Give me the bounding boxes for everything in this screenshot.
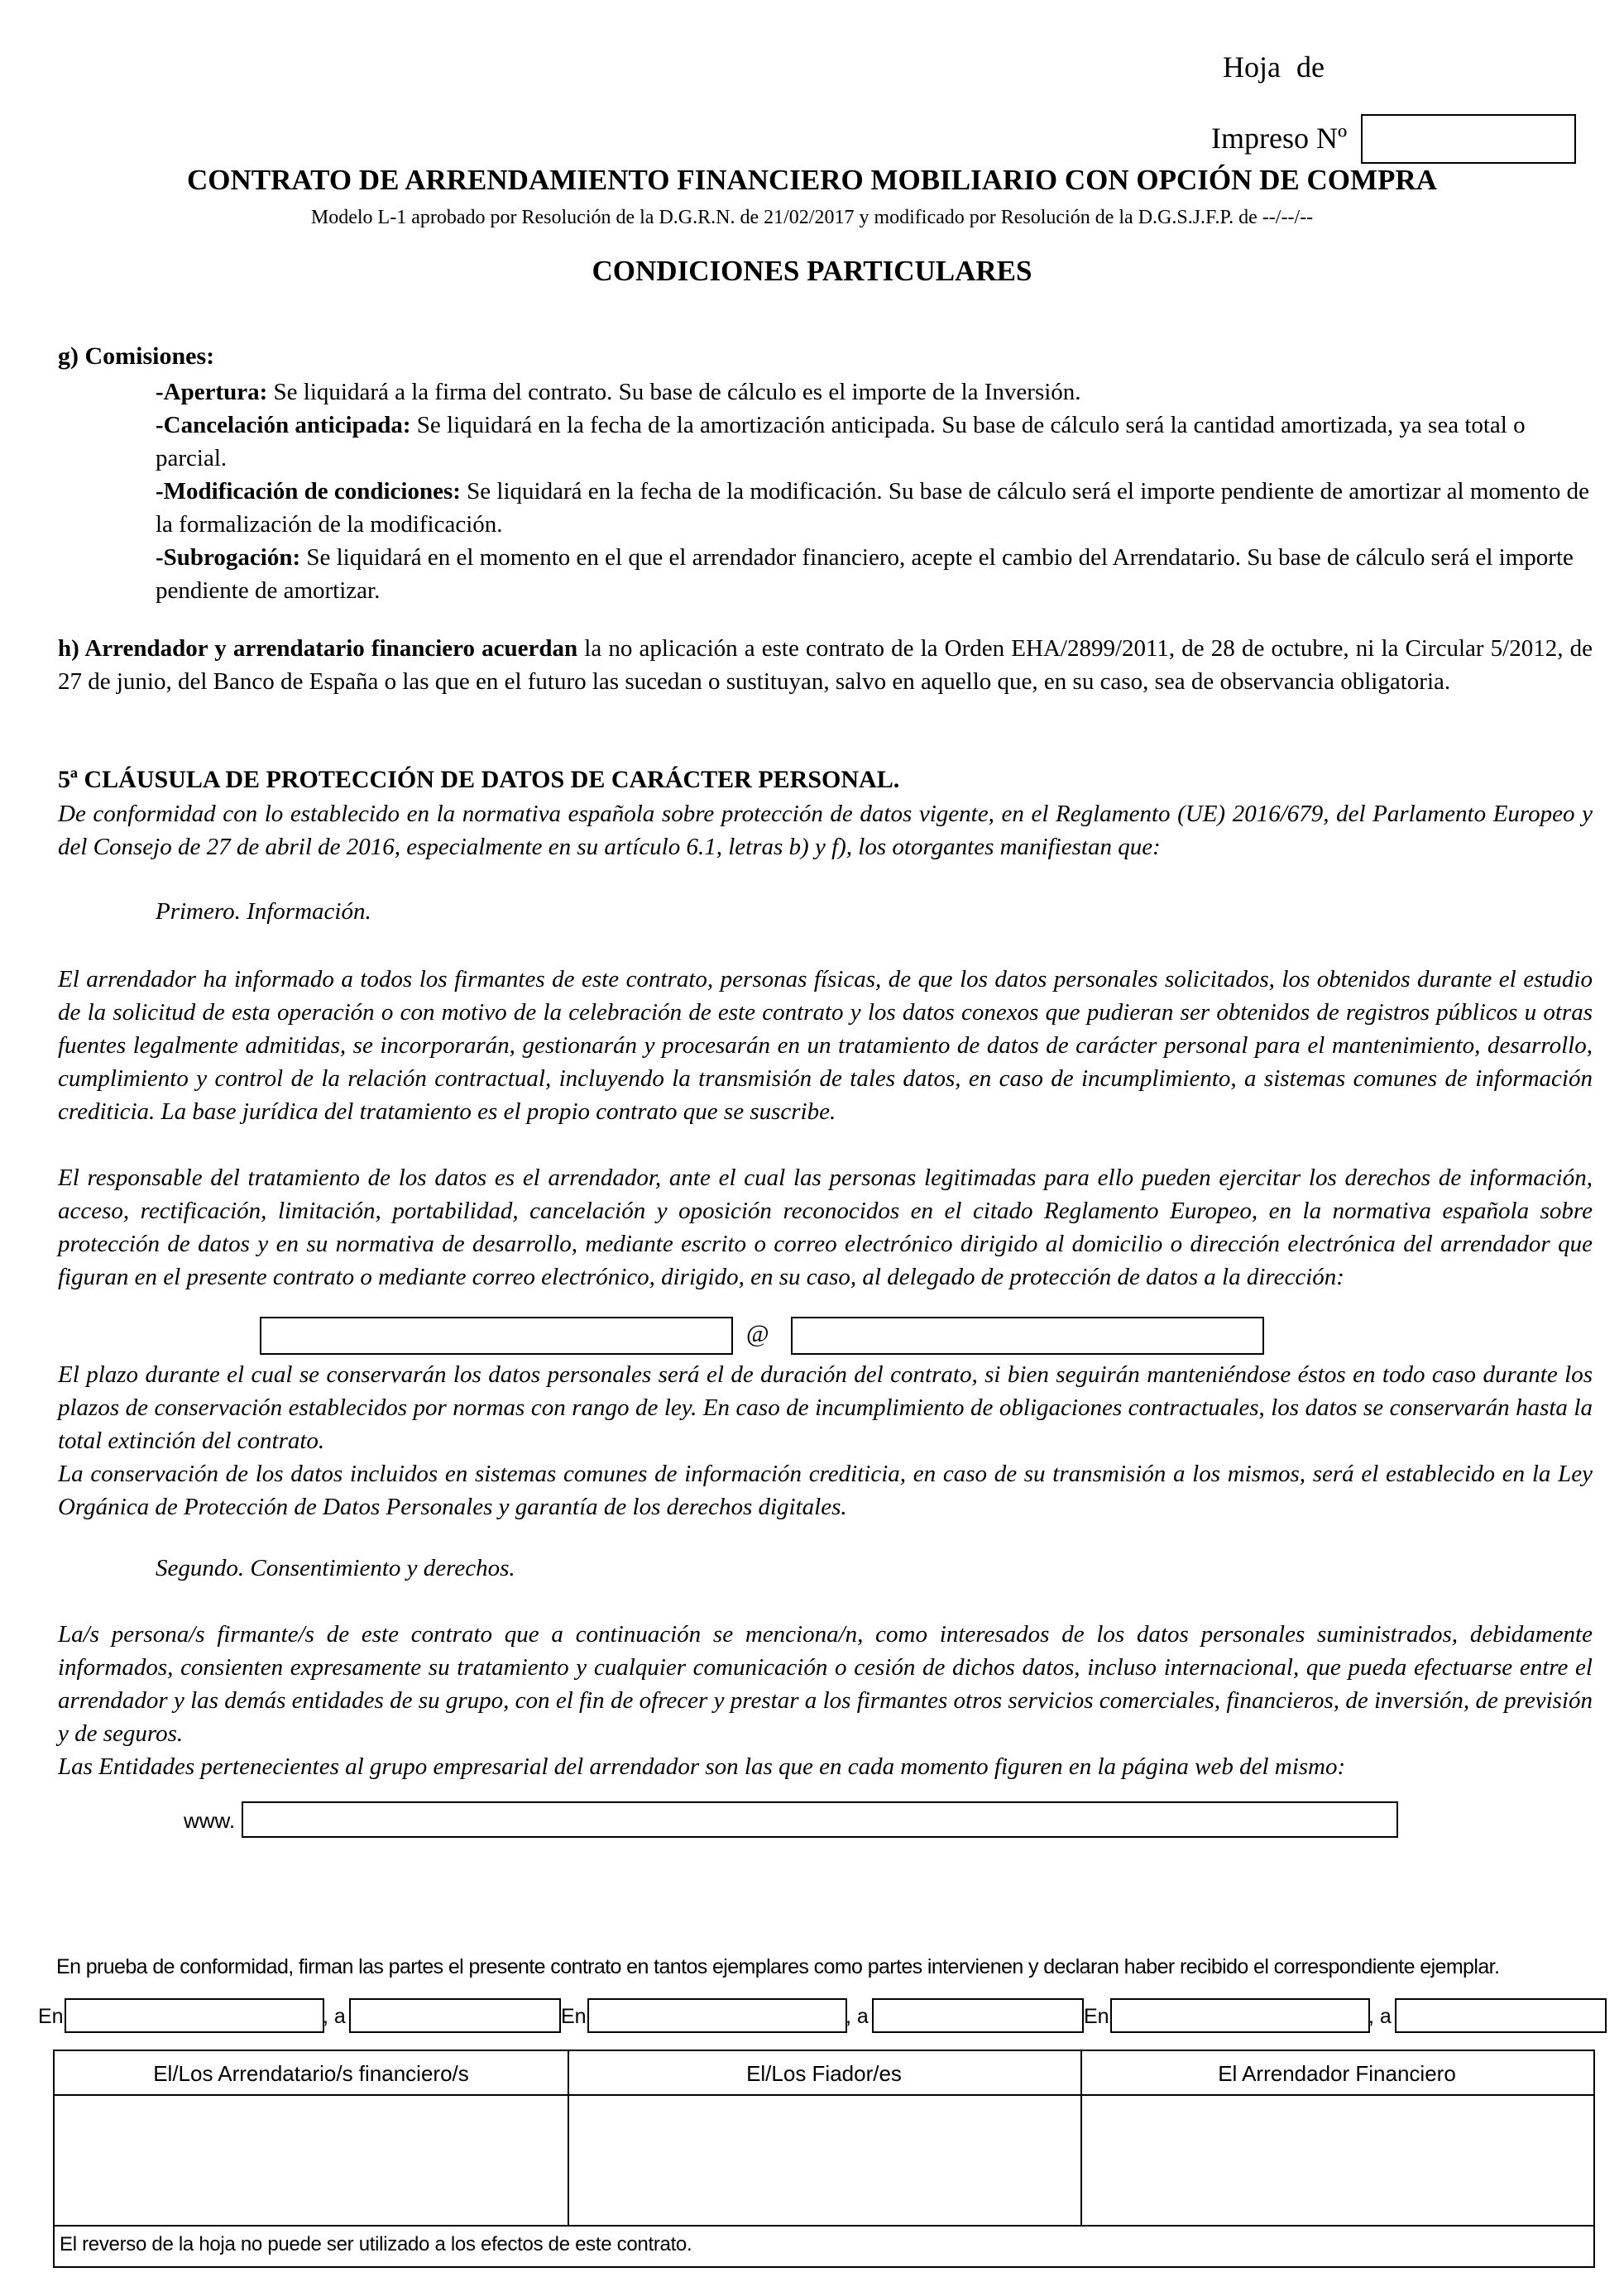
place-field-lessor[interactable] bbox=[1110, 1998, 1370, 2033]
commission-modificacion bbox=[156, 475, 1593, 541]
www-label: www. bbox=[184, 1808, 236, 1833]
signature-table bbox=[53, 2050, 1595, 2268]
signature-area-lessee[interactable] bbox=[56, 2096, 566, 2223]
form-number-label: Impreso Nº bbox=[1211, 122, 1348, 155]
sheet-of-word: de bbox=[1296, 50, 1325, 84]
clause5-para-information: El arrendador ha informado a todos los firmantes de este contrato, personas físicas, de que los datos personales solicitados, los obtenidos durante el estudio de la solicitud de esta operación o con motivo de la celebración de este contrato y los datos conexos que pudieran ser obtenidos de registros públicos u otras fuentes legalmente admitidas, se incorporarán, gestionarán y procesarán en un tratamiento de datos de carácter personal para el mantenimiento, desarrollo, cumplimiento y control de la relación contractual, incluyendo la transmisión de tales datos, en caso de incumplimiento, a sistemas comunes de información crediticia. La base jurídica del tratamiento es el propio contrato que se suscribe. bbox=[58, 966, 1593, 1125]
commissions-heading: g) Comisiones: bbox=[58, 342, 215, 370]
signature-area-guarantor[interactable] bbox=[569, 2096, 1079, 2223]
clause5-para-credit-info: La conservación de los datos incluidos en sistemas comunes de información crediticia, en caso de su transmisión a los mismos, será el establecido en la Ley Orgánica de Protección de Datos Personales y garantía de los derechos digitales. bbox=[58, 1461, 1593, 1520]
model-note: Modelo L-1 aprobado por Resolución de la D.G.R.N. de 21/02/2017 y modificado por Resolución de la D.G.S.J.F.P. de --/--/-- bbox=[310, 207, 1314, 228]
commission-term: -Modificación de condiciones: bbox=[156, 478, 461, 505]
footer-row-divider bbox=[55, 2225, 1593, 2227]
conformity-statement: En prueba de conformidad, firman las partes el presente contrato en tantos ejemplares como partes intervienen y declaran haber recibido el correspondiente ejemplar. bbox=[56, 1955, 1500, 1978]
date-field-guarantor[interactable] bbox=[872, 1998, 1084, 2033]
commission-text: Se liquidará a la firma del contrato. Su base de cálculo es el importe de la Inversión. bbox=[267, 379, 1081, 405]
commission-text: Se liquidará en la fecha de la modificación. Su base de cálculo será el importe pendiente de amortizar al momento de la formalización de la modificación. bbox=[156, 478, 1589, 538]
place-label: En bbox=[561, 2005, 587, 2028]
place-label: En bbox=[38, 2005, 64, 2028]
sheet-word: Hoja bbox=[1223, 50, 1281, 84]
clause5-para-group-entities: Las Entidades pertenecientes al grupo empresarial del arrendador son las que en cada momento figuren en la página web del mismo: bbox=[58, 1753, 1346, 1780]
column-header-lessee: El/Los Arrendatario/s financiero/s bbox=[153, 2061, 469, 2086]
commission-apertura bbox=[156, 375, 1593, 409]
dpo-email-user-field[interactable] bbox=[260, 1317, 733, 1355]
clause5-intro: De conformidad con lo establecido en la normativa española sobre protección de datos vigente, en el Reglamento (UE) 2016/679, del Parlamento Europeo y del Consejo de 27 de abril de 2016, especialmente en su artículo 6.1, letras b) y f), los otorgantes manifiestan que: bbox=[58, 801, 1593, 860]
clause5-para-retention: El plazo durante el cual se conservarán los datos personales será el de duración del contrato, si bien seguirán manteniéndose éstos en todo caso durante los plazos de conservación establecidos por normas con rango de ley. En caso de incumplimiento de obligaciones contractuales, los datos se conservarán hasta la total extinción del contrato. bbox=[58, 1361, 1593, 1454]
signature-area-lessor[interactable] bbox=[1082, 2096, 1592, 2223]
place-label: En bbox=[1084, 2005, 1109, 2028]
clause5-para-responsible: El responsable del tratamiento de los datos es el arrendador, ante el cual las personas legitimadas para ello pueden ejercitar los derechos de información, acceso, rectificación, limitación, portabilidad, cancelación y oposición reconocidos en el citado Reglamento Europeo, en la normativa española sobre protección de datos y en su normativa de desarrollo, mediante escrito o correo electrónico dirigido al domicilio o dirección electrónica del arrendador que figuran en el presente contrato o mediante correo electrónico, dirigido, en su caso, al delegado de protección de datos a la dirección: bbox=[58, 1165, 1593, 1290]
sheet-label bbox=[1223, 50, 1325, 84]
footer-note: El reverso de la hoja no puede ser utilizado a los efectos de este contrato. bbox=[60, 2233, 692, 2255]
commission-subrogacion bbox=[156, 541, 1593, 607]
dpo-email-domain-field[interactable] bbox=[791, 1317, 1264, 1355]
form-number-field[interactable] bbox=[1361, 114, 1576, 164]
commission-cancelacion bbox=[156, 409, 1593, 475]
clause-h-text: la no aplicación a este contrato de la Orden EHA/2899/2011, de 28 de octubre, ni la Circular 5/2012, de 27 de junio, del Banco de España o las que en el futuro las sucedan o sustituyan, salvo en aquello que, en su caso, sea de observancia obligatoria. bbox=[58, 635, 1593, 695]
place-field-lessee[interactable] bbox=[65, 1998, 324, 2033]
date-label: , a bbox=[323, 2005, 346, 2028]
date-label: , a bbox=[1368, 2005, 1392, 2028]
date-field-lessee[interactable] bbox=[349, 1998, 561, 2033]
clause-h bbox=[58, 632, 1593, 698]
first-heading: Primero. Información. bbox=[156, 898, 371, 925]
commission-text: Se liquidará en el momento en el que el arrendador financiero, acepte el cambio del Arrendatario. Su base de cálculo será el importe pendiente de amortizar. bbox=[156, 544, 1574, 604]
commission-term: -Cancelación anticipada: bbox=[156, 412, 411, 438]
commission-term: -Apertura: bbox=[156, 379, 268, 405]
document-title: CONTRATO DE ARRENDAMIENTO FINANCIERO MOBILIARIO CON OPCIÓN DE COMPRA bbox=[187, 164, 1437, 196]
place-field-guarantor[interactable] bbox=[587, 1998, 847, 2033]
second-heading: Segundo. Consentimiento y derechos. bbox=[156, 1555, 515, 1581]
column-header-guarantor: El/Los Fiador/es bbox=[746, 2061, 902, 2086]
commission-text: Se liquidará en la fecha de la amortización anticipada. Su base de cálculo será la cantidad amortizada, ya sea total o parcial. bbox=[156, 412, 1526, 471]
website-field[interactable] bbox=[242, 1801, 1398, 1838]
date-field-lessor[interactable] bbox=[1395, 1998, 1607, 2033]
date-label: , a bbox=[846, 2005, 869, 2028]
column-header-lessor: El Arrendador Financiero bbox=[1218, 2061, 1456, 2086]
commission-term: -Subrogación: bbox=[156, 544, 301, 571]
clause5-para-consent: La/s persona/s firmante/s de este contrato que a continuación se menciona/n, como interesados de los datos personales suministrados, debidamente informados, consienten expresamente su tratamiento y cualquier comunicación o cesión de dichos datos, incluso internacional, que pueda efectuarse entre el arrendador y las demás entidades de su grupo, con el fin de ofrecer y prestar a los firmantes otros servicios comerciales, financieros, de inversión, de previsión y de seguros. bbox=[58, 1621, 1593, 1747]
clause5-heading: 5ª CLÁUSULA DE PROTECCIÓN DE DATOS DE CARÁCTER PERSONAL. bbox=[58, 766, 900, 793]
clause-h-bold: h) Arrendador y arrendatario financiero acuerdan bbox=[58, 635, 578, 662]
section-title: CONDICIONES PARTICULARES bbox=[592, 255, 1032, 287]
email-at-sign: @ bbox=[746, 1320, 769, 1347]
